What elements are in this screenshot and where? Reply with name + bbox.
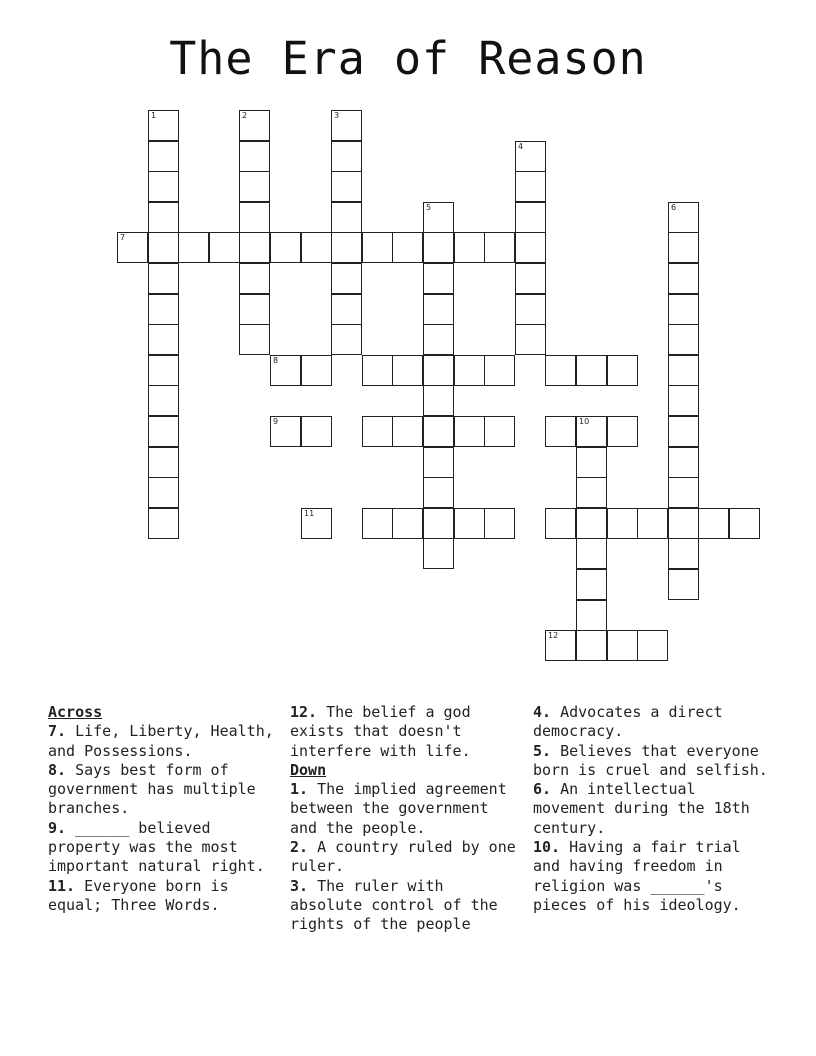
grid-cell[interactable] [515, 263, 546, 294]
grid-cell[interactable] [148, 385, 179, 416]
grid-cell[interactable] [331, 110, 362, 141]
clue-column-2 [290, 703, 522, 935]
grid-cell[interactable] [148, 355, 179, 386]
clue-text: Having a fair trial and having freedom in religion was ______'s pieces of his ideology. [533, 838, 741, 914]
grid-cell[interactable] [607, 355, 638, 386]
clue-number: 2. [290, 838, 309, 857]
grid-cell[interactable] [331, 294, 362, 325]
grid-cell[interactable] [576, 538, 607, 569]
grid-cell[interactable] [454, 355, 485, 386]
grid-cell[interactable] [148, 447, 179, 478]
grid-cell[interactable] [178, 232, 209, 263]
clue-number: 12. [290, 703, 318, 721]
grid-cell[interactable] [423, 447, 454, 478]
grid-cell[interactable] [331, 324, 362, 355]
clue-text: Advocates a direct democracy. [533, 703, 723, 741]
clue-down-4 [533, 703, 773, 742]
clue-number-label: 7 [120, 233, 126, 242]
clue-text: The belief a god exists that doesn't interfere with life. [290, 703, 471, 760]
grid-cell[interactable] [239, 202, 270, 233]
clue-text: Believes that everyone born is cruel and selfish. [533, 741, 768, 779]
clue-column-1 [48, 703, 284, 915]
grid-cell[interactable] [729, 508, 760, 539]
grid-cell[interactable] [392, 232, 423, 263]
grid-cell[interactable] [668, 202, 699, 233]
grid-cell[interactable] [576, 416, 607, 447]
grid-cell[interactable] [576, 508, 607, 539]
grid-cell[interactable] [607, 508, 638, 539]
grid-cell[interactable] [576, 630, 607, 661]
grid-cell[interactable] [239, 232, 270, 263]
grid-cell[interactable] [301, 416, 332, 447]
grid-cell[interactable] [576, 569, 607, 600]
grid-cell[interactable] [148, 416, 179, 447]
grid-cell[interactable] [331, 141, 362, 172]
grid-cell[interactable] [362, 232, 393, 263]
grid-cell[interactable] [423, 538, 454, 569]
clue-text: The implied agreement between the government and the people. [290, 780, 507, 837]
clue-number-label: 10 [579, 417, 590, 426]
grid-cell[interactable] [576, 600, 607, 631]
grid-cell[interactable] [301, 355, 332, 386]
grid-cell[interactable] [209, 232, 240, 263]
grid-cell[interactable] [148, 508, 179, 539]
clue-across-12 [290, 703, 522, 761]
grid-cell[interactable] [637, 508, 668, 539]
clue-number: 8. [48, 760, 67, 779]
grid-cell[interactable] [545, 508, 576, 539]
grid-cell[interactable] [331, 171, 362, 202]
page-title: The Era of Reason [169, 32, 647, 85]
grid-cell[interactable] [515, 324, 546, 355]
down-heading: Down [290, 760, 327, 779]
grid-cell[interactable] [668, 232, 699, 263]
grid-cell[interactable] [392, 508, 423, 539]
clue-across-7 [48, 722, 284, 761]
grid-cell[interactable] [668, 355, 699, 386]
clue-down-1 [290, 780, 522, 838]
grid-cell[interactable] [331, 202, 362, 233]
grid-cell[interactable] [148, 202, 179, 233]
grid-cell[interactable] [637, 630, 668, 661]
grid-cell[interactable] [545, 416, 576, 447]
grid-cell[interactable] [239, 171, 270, 202]
grid-cell[interactable] [668, 447, 699, 478]
grid-cell[interactable] [668, 294, 699, 325]
grid-cell[interactable] [423, 232, 454, 263]
clue-text: The ruler with absolute control of the rights of the people [290, 876, 498, 934]
clue-number: 5. [533, 741, 552, 760]
clue-text: Says best form of government has multiple branches. [48, 760, 256, 818]
grid-cell[interactable] [148, 263, 179, 294]
clue-column-3 [533, 703, 773, 915]
clue-number: 6. [533, 780, 552, 799]
grid-cell[interactable] [576, 477, 607, 508]
grid-cell[interactable] [301, 232, 332, 263]
grid-cell[interactable] [148, 294, 179, 325]
grid-cell[interactable] [668, 324, 699, 355]
grid-cell[interactable] [576, 355, 607, 386]
clue-number: 9. [48, 818, 67, 837]
clue-number: 10. [533, 838, 561, 857]
clue-down-5 [533, 742, 773, 781]
grid-cell[interactable] [148, 232, 179, 263]
clue-number-label: 9 [273, 417, 279, 426]
clue-text: ______ believed property was the most important natural right. [48, 818, 265, 876]
grid-cell[interactable] [239, 263, 270, 294]
clue-number: 4. [533, 703, 552, 721]
grid-cell[interactable] [362, 416, 393, 447]
clue-number: 11. [48, 876, 76, 895]
clue-number: 1. [290, 780, 309, 799]
grid-cell[interactable] [148, 110, 179, 141]
grid-cell[interactable] [392, 355, 423, 386]
grid-cell[interactable] [423, 477, 454, 508]
grid-cell[interactable] [668, 477, 699, 508]
across-heading: Across [48, 703, 103, 721]
grid-cell[interactable] [239, 141, 270, 172]
grid-cell[interactable] [698, 508, 729, 539]
clue-text: An intellectual movement during the 18th century. [533, 780, 750, 837]
clue-number-label: 12 [548, 631, 559, 640]
clue-text: Everyone born is equal; Three Words. [48, 876, 229, 914]
clue-number-label: 3 [334, 111, 340, 120]
grid-cell[interactable] [668, 569, 699, 600]
clue-number-label: 6 [671, 203, 677, 212]
grid-cell[interactable] [270, 232, 301, 263]
clue-number-label: 11 [304, 509, 315, 518]
grid-cell[interactable] [668, 508, 699, 539]
grid-cell[interactable] [423, 508, 454, 539]
grid-cell[interactable] [117, 232, 148, 263]
grid-cell[interactable] [454, 232, 485, 263]
grid-cell[interactable] [668, 385, 699, 416]
grid-cell[interactable] [484, 416, 515, 447]
grid-cell[interactable] [515, 294, 546, 325]
grid-cell[interactable] [484, 508, 515, 539]
grid-cell[interactable] [607, 416, 638, 447]
grid-cell[interactable] [576, 447, 607, 478]
grid-cell[interactable] [239, 294, 270, 325]
clue-number-label: 1 [151, 111, 157, 120]
clue-number-label: 4 [518, 142, 524, 151]
grid-cell[interactable] [607, 630, 638, 661]
grid-cell[interactable] [423, 385, 454, 416]
grid-cell[interactable] [392, 416, 423, 447]
grid-cell[interactable] [301, 508, 332, 539]
grid-cell[interactable] [515, 171, 546, 202]
clue-down-2 [290, 838, 522, 877]
grid-cell[interactable] [423, 324, 454, 355]
grid-cell[interactable] [454, 508, 485, 539]
clue-across-9 [48, 819, 284, 877]
clue-text: A country ruled by one ruler. [290, 838, 516, 876]
grid-cell[interactable] [239, 324, 270, 355]
grid-cell[interactable] [362, 508, 393, 539]
clue-number-label: 2 [242, 111, 248, 120]
clue-down-10 [533, 838, 773, 915]
grid-cell[interactable] [454, 416, 485, 447]
grid-cell[interactable] [515, 232, 546, 263]
grid-cell[interactable] [423, 355, 454, 386]
grid-cell[interactable] [668, 416, 699, 447]
grid-cell[interactable] [668, 538, 699, 569]
grid-cell[interactable] [270, 355, 301, 386]
grid-cell[interactable] [239, 110, 270, 141]
grid-cell[interactable] [545, 630, 576, 661]
clue-across-8 [48, 761, 284, 819]
grid-cell[interactable] [331, 263, 362, 294]
grid-cell[interactable] [423, 294, 454, 325]
grid-cell[interactable] [270, 416, 301, 447]
grid-cell[interactable] [148, 171, 179, 202]
grid-cell[interactable] [423, 263, 454, 294]
grid-cell[interactable] [423, 416, 454, 447]
clue-down-6 [533, 780, 773, 838]
clue-down-3 [290, 877, 522, 935]
grid-cell[interactable] [515, 141, 546, 172]
grid-cell[interactable] [484, 232, 515, 263]
clue-number-label: 8 [273, 356, 279, 365]
clue-text: Life, Liberty, Health, and Possessions. [48, 722, 274, 760]
grid-cell[interactable] [515, 202, 546, 233]
clue-number-label: 5 [426, 203, 432, 212]
grid-cell[interactable] [362, 355, 393, 386]
grid-cell[interactable] [668, 263, 699, 294]
grid-cell[interactable] [423, 202, 454, 233]
grid-cell[interactable] [545, 355, 576, 386]
clue-number: 7. [48, 722, 67, 741]
clue-number: 3. [290, 876, 309, 895]
grid-cell[interactable] [484, 355, 515, 386]
grid-cell[interactable] [148, 141, 179, 172]
grid-cell[interactable] [148, 324, 179, 355]
grid-cell[interactable] [148, 477, 179, 508]
grid-cell[interactable] [331, 232, 362, 263]
clue-across-11 [48, 877, 284, 916]
